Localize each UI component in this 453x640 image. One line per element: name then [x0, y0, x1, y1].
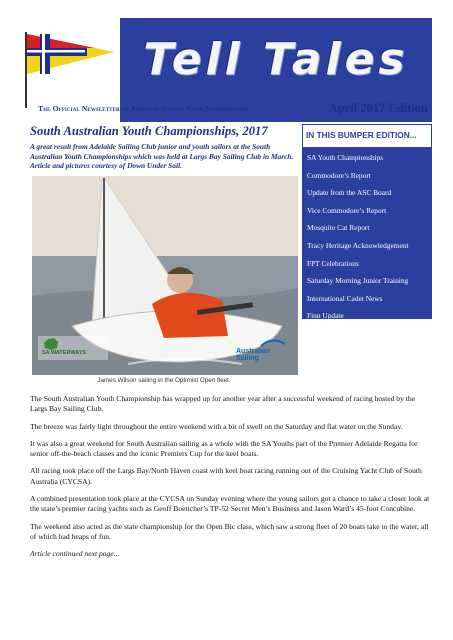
- photo-caption: James Wilson sailing in the Optimist Open fleet.: [97, 377, 231, 384]
- masthead: [0, 0, 453, 124]
- contents-item: SA Youth Championships: [307, 153, 384, 162]
- australian-sailing-label: Australian Sailing: [236, 348, 271, 362]
- article-paragraph: The breeze was fairly light throughout the entire weekend with a bit of swell on the Saturday and flat water on the Sunday.: [30, 421, 403, 431]
- contents-item: Tracy Heritage Acknowledgement: [307, 240, 409, 250]
- contents-item: FPT Celebrations: [307, 258, 359, 268]
- continued-note: Article continued next page...: [30, 549, 120, 559]
- wave-swoosh-icon: [260, 338, 286, 348]
- contents-item: Update from the ASC Board: [307, 188, 392, 198]
- australian-sailing-logo: [232, 338, 292, 364]
- contents-sidebar: [302, 124, 432, 338]
- contents-item: Commodore’s Report: [307, 170, 371, 180]
- masthead-strip: [30, 100, 432, 122]
- article-body: [30, 394, 434, 566]
- contents-item: International Cadet News: [307, 293, 383, 303]
- club-burgee-flag-icon: [22, 30, 118, 108]
- article-paragraph: The South Australian Youth Championship has wrapped up for another year after a successful weekend of racing hosted by the Largs Bay Sailing Club.: [30, 394, 416, 414]
- article-paragraph: A combined presentation took place at the CYCSA on Sunday evening where the young sailors got a chance to take a closer look at the state’s premier racing yachts such as Geoff Boettcher’s TP-52 Secret Men’s Business and Jason Ward’s 45-foot Concubine.: [30, 494, 430, 514]
- contents-item: Finn Update: [307, 311, 344, 321]
- contents-item: Mosquito Cat Report: [307, 223, 370, 233]
- newsletter-title: Tell Tales: [143, 34, 409, 85]
- contents-item: Vice Commodore’s Report: [307, 205, 387, 215]
- sailing-photo: [32, 176, 298, 375]
- edition-label: April 2017 Edition: [328, 101, 428, 115]
- contents-heading: IN THIS BUMPER EDITION...: [302, 124, 432, 148]
- article-paragraph: It was also a great weekend for South Australian sailing as a whole with the SA Youths part of the Premier Adelaide Regatta for senior off-the-beach classes and the iconic Premiers Cup for the keel boats.: [30, 438, 418, 459]
- article-paragraph: The weekend also acted as the state championship for the Open Bic class, which saw a strong fleet of 20 boats take to the water, all of which had heaps of fun.: [30, 521, 429, 542]
- contents-item: and lots more...: [307, 328, 353, 338]
- sa-waterways-logo: [38, 336, 108, 360]
- australia-map-icon: [42, 337, 60, 351]
- article-paragraph: All racing took place off the Largs Bay/North Haven coast with keel boat racing running out of the Cruising Yacht Club of South Australia (CYCSA).: [30, 466, 422, 486]
- contents-list: [307, 153, 431, 347]
- newsletter-tagline: The Official Newsletter of Adelaide Sailing Club Incorporated: [38, 104, 248, 113]
- contents-item: Saturday Morning Junior Training: [307, 276, 409, 286]
- feature-dek: A great result from Adelaide Sailing Club junior and youth sailors at the South Australian Youth Championships which was held at Largs Bay Sailing Club in March. Article and pictures courtesy of Down Under Sail.: [30, 142, 294, 171]
- feature-headline: South Australian Youth Championships, 2017: [30, 124, 268, 138]
- sa-waterways-label: SA WATERWAYS: [42, 350, 87, 356]
